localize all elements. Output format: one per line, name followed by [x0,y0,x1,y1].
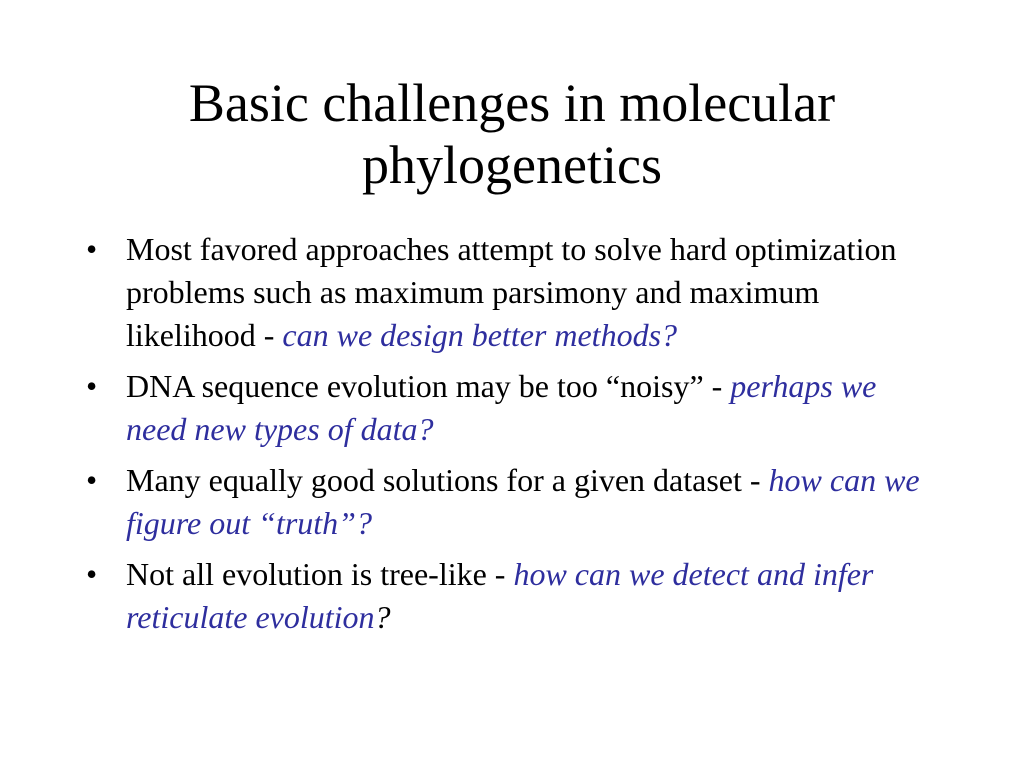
bullet-emphasis: how can we figure out “truth”? [126,462,920,541]
slide-title: Basic challenges in molecular phylogenetics [188,73,836,195]
bullet-list [84,228,944,647]
bullet-icon: • [86,231,98,267]
bullet-item [84,228,944,357]
bullet-item [84,553,944,639]
bullet-tail: ? [374,599,391,635]
bullet-icon: • [86,556,98,592]
bullet-item [84,365,944,451]
bullet-emphasis: how can we detect and infer reticulate evolution [126,556,874,635]
bullet-icon: • [86,462,98,498]
bullet-emphasis: can we design better methods? [282,317,678,353]
bullet-text: Many equally good solutions for a given dataset - [126,462,769,498]
bullet-icon: • [86,368,98,404]
bullet-text: Not all evolution is tree-like - [126,556,514,592]
bullet-text: DNA sequence evolution may be too “noisy” - [126,368,731,404]
bullet-text: Most favored approaches attempt to solve hard optimization problems such as maximum parsimony and maximum likelihood - [126,231,897,353]
bullet-item [84,459,944,545]
bullet-emphasis: perhaps we need new types of data? [126,368,877,447]
